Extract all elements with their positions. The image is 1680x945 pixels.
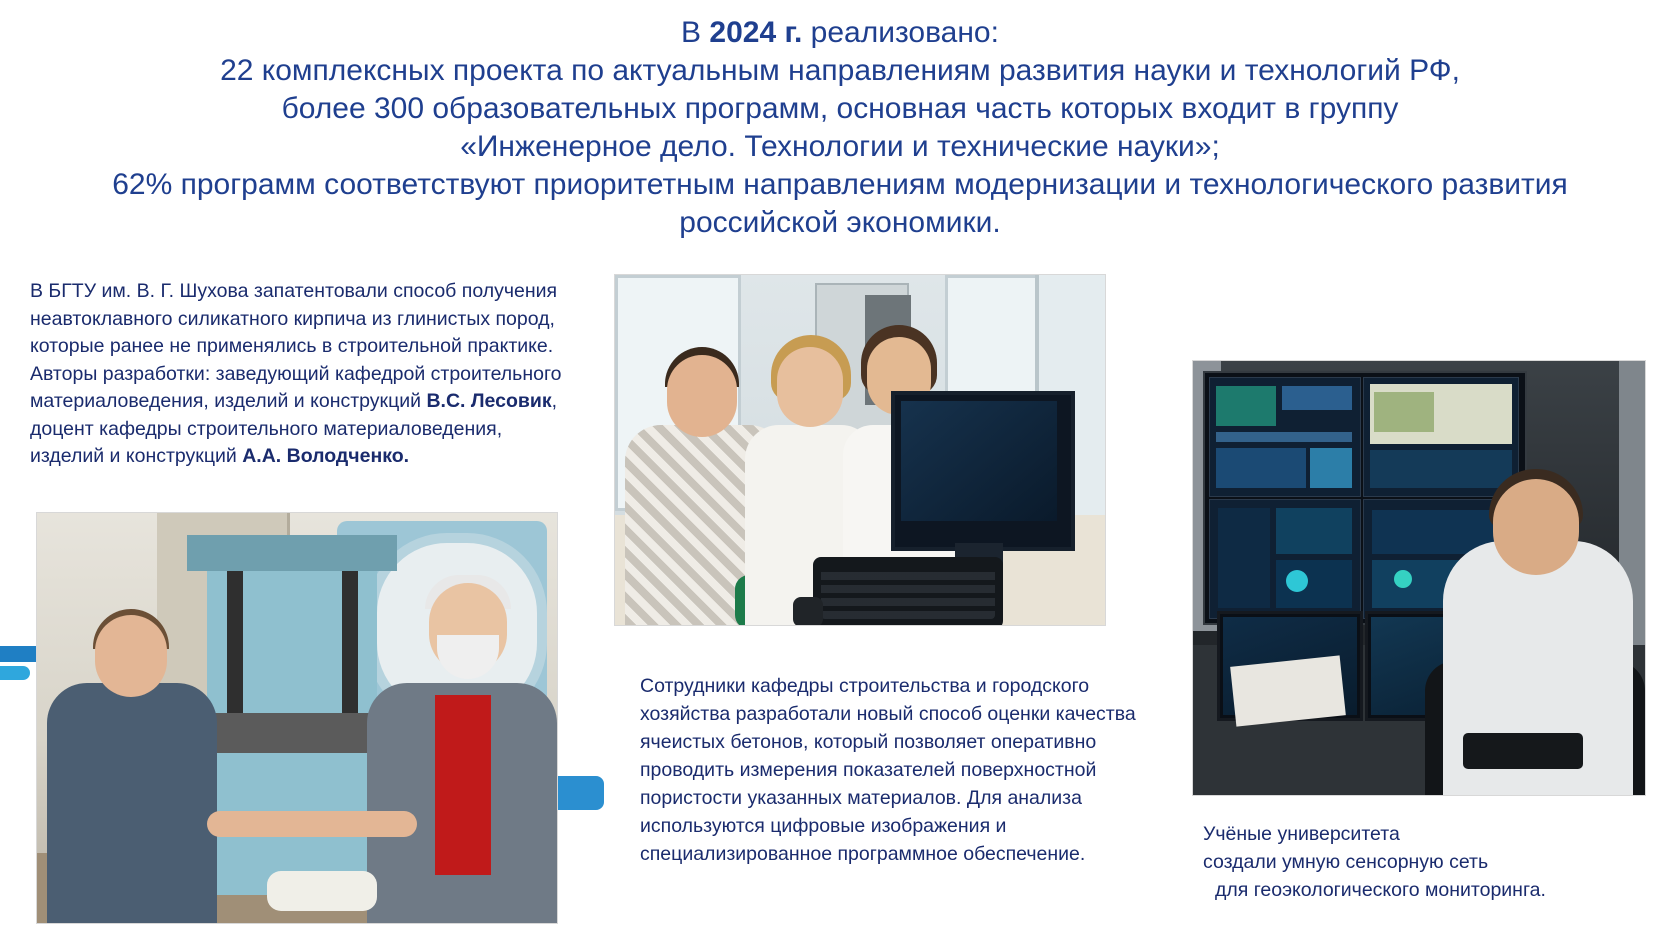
header-line-1-suffix: реализовано: xyxy=(802,16,999,49)
photo-lab-keyboard-keys xyxy=(821,567,995,619)
right-caption xyxy=(1203,820,1643,904)
photo-press-column-right xyxy=(342,571,358,721)
left-author-2: А.А. Володченко. xyxy=(242,445,410,467)
header-line-1-prefix: В xyxy=(681,16,710,49)
decorative-swoosh-3 xyxy=(556,776,604,810)
photo-press-arms xyxy=(207,811,417,837)
page-title xyxy=(0,14,1680,242)
middle-caption: Сотрудники кафедры строительства и городского хозяйства разработали новый способ оценки качества ячеистых бетонов, который позволяет оперативно проводить измерения показателей поверхностной пористости указанных материалов. Для анализа используются цифровые изображения и специализированное программное обеспечение. xyxy=(640,675,1136,865)
photo-monitoring-center xyxy=(1192,360,1646,796)
header-line-2: 22 комплексных проекта по актуальным направлениям развития науки и технологий РФ, xyxy=(220,54,1460,87)
left-article-part2: , доцент кафедры строительного материаловедения, изделий и конструкций xyxy=(30,390,558,467)
photo-lab-monitor-screen xyxy=(901,401,1057,521)
photo-computer-lab xyxy=(614,274,1106,626)
videowall-tile-2 xyxy=(1363,377,1519,497)
header-line-1 xyxy=(0,14,1680,52)
photo-press-cloth xyxy=(267,871,377,911)
header-line-6: российской экономики. xyxy=(679,206,1001,239)
header-year: 2024 г. xyxy=(709,16,803,49)
videowall-tile-3 xyxy=(1209,499,1361,619)
photo-press-column-left xyxy=(227,571,243,721)
videowall-tile-1 xyxy=(1209,377,1361,497)
photo-monitoring-keyboard xyxy=(1463,733,1583,769)
right-caption-line-1: Учёные университета xyxy=(1203,823,1400,845)
left-article-text xyxy=(30,278,570,471)
photo-press-laboratory xyxy=(36,512,558,924)
photo-lab-person-1-head xyxy=(667,355,737,437)
photo-lab-wristwatch xyxy=(793,597,823,626)
photo-press-machine-top xyxy=(187,535,397,571)
header-line-4: «Инженерное дело. Технологии и технические науки»; xyxy=(460,130,1220,163)
photo-monitoring-paper xyxy=(1230,655,1346,726)
left-author-1: В.С. Лесовик xyxy=(426,390,552,412)
photo-lab-person-2-head xyxy=(777,347,843,427)
right-caption-line-3: для геоэкологического мониторинга. xyxy=(1215,879,1546,901)
photo-monitoring-person-head xyxy=(1493,479,1579,575)
decorative-swoosh-2 xyxy=(0,666,30,680)
right-caption-line-2: создали умную сенсорную сеть xyxy=(1203,851,1489,873)
header-line-5: 62% программ соответствуют приоритетным направлениям модернизации и технологического развития xyxy=(112,168,1568,201)
left-article-part1: В БГТУ им. В. Г. Шухова запатентовали способ получения неавтоклавного силикатного кирпича из глинистых пород, которые ранее не применялись в строительной практике. Авторы разработки: заведующий кафедрой строительного материаловедения, изделий и конструкций xyxy=(30,280,562,412)
photo-press-person-right-shirt xyxy=(435,695,491,875)
photo-press-person-left-body xyxy=(47,683,217,923)
header-line-3: более 300 образовательных программ, основная часть которых входит в группу xyxy=(281,92,1399,125)
photo-press-person-left-head xyxy=(95,615,167,697)
